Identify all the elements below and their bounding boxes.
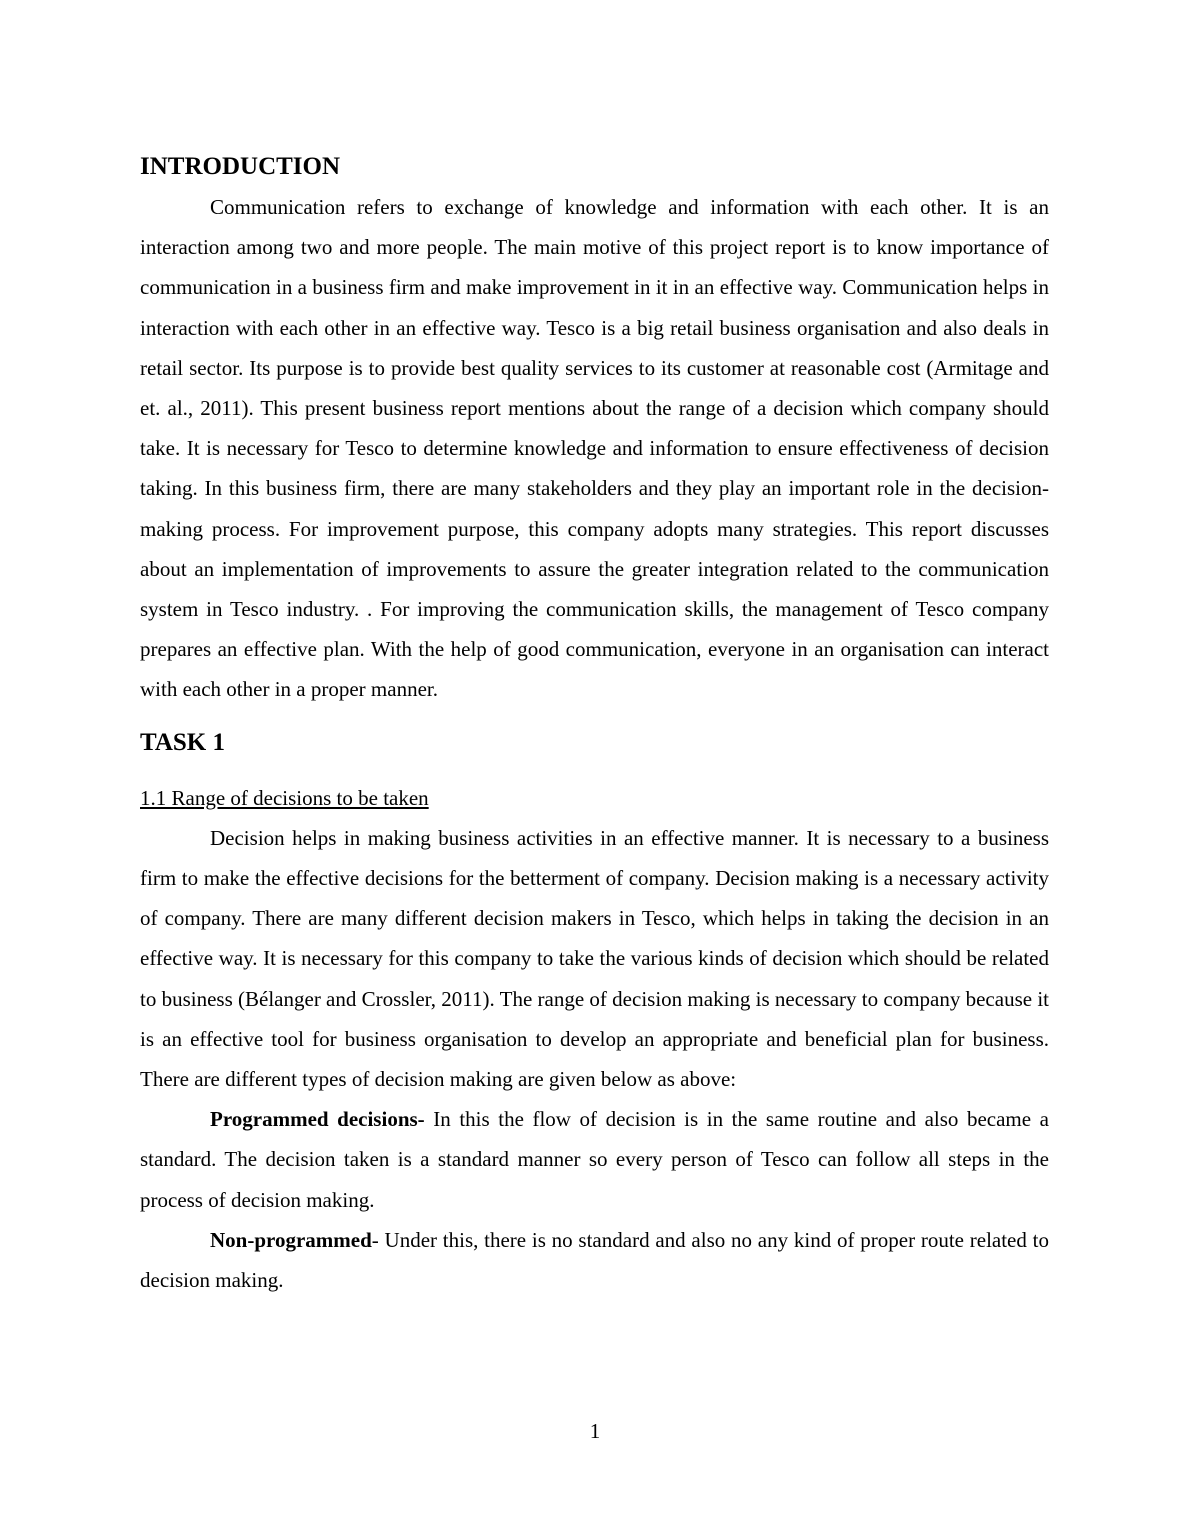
document-body [140,150,1049,1300]
intro-heading: INTRODUCTION [140,153,341,180]
non-programmed-paragraph [140,1220,1049,1300]
section-title: 1.1 Range of decisions to be taken [140,785,429,810]
intro-paragraph: Communication refers to exchange of knowledge and information with each other. It is an interaction among two and more people. The main motive of this project report is to know importance of communication in a business firm and make improvement in it in an effective way. Communication helps in interaction with each other in an effective way. Tesco is a big retail business organisation and also deals in retail sector. Its purpose is to provide best quality services to its customer at reasonable cost (Armitage and et. al., 2011). This present business report mentions about the range of a decision which company should take. It is necessary for Tesco to determine knowledge and information to ensure effectiveness of decision taking. In this business firm, there are many stakeholders and they play an important role in the decision-making process. For improvement purpose, this company adopts many strategies. This report discusses about an implementation of improvements to assure the greater integration related to the communication system in Tesco industry. . For improving the communication skills, the management of Tesco company prepares an effective plan. With the help of good communication, everyone in an organisation can interact with each other in a proper manner. [140,195,1049,702]
section-paragraph: Decision helps in making business activities in an effective manner. It is necessary to a business firm to make the effective decisions for the betterment of company. Decision making is a necessary activity of company. There are many different decision makers in Tesco, which helps in taking the decision in an effective way. It is necessary for this company to take the various kinds of decision which should be related to business (Bélanger and Crossler, 2011). The range of decision making is necessary to company because it is an effective tool for business organisation to develop an appropriate and beneficial plan for business. There are different types of decision making are given below as above: [140,825,1049,1092]
programmed-decisions-text: In this the flow of decision is in the same routine and also became a standard. The decision taken is a standard manner so every person of Tesco can follow all steps in the process of decision making. [140,1107,1049,1212]
page-number: 1 [589,1419,601,1443]
programmed-decisions-term: Programmed decisions- [210,1107,425,1132]
non-programmed-text: - Under this, there is no standard and also no any kind of proper route related to decision making. [140,1227,1049,1293]
programmed-decisions-paragraph [140,1099,1049,1220]
task-heading: TASK 1 [140,728,225,756]
non-programmed-term: Non-programmed [210,1227,372,1252]
